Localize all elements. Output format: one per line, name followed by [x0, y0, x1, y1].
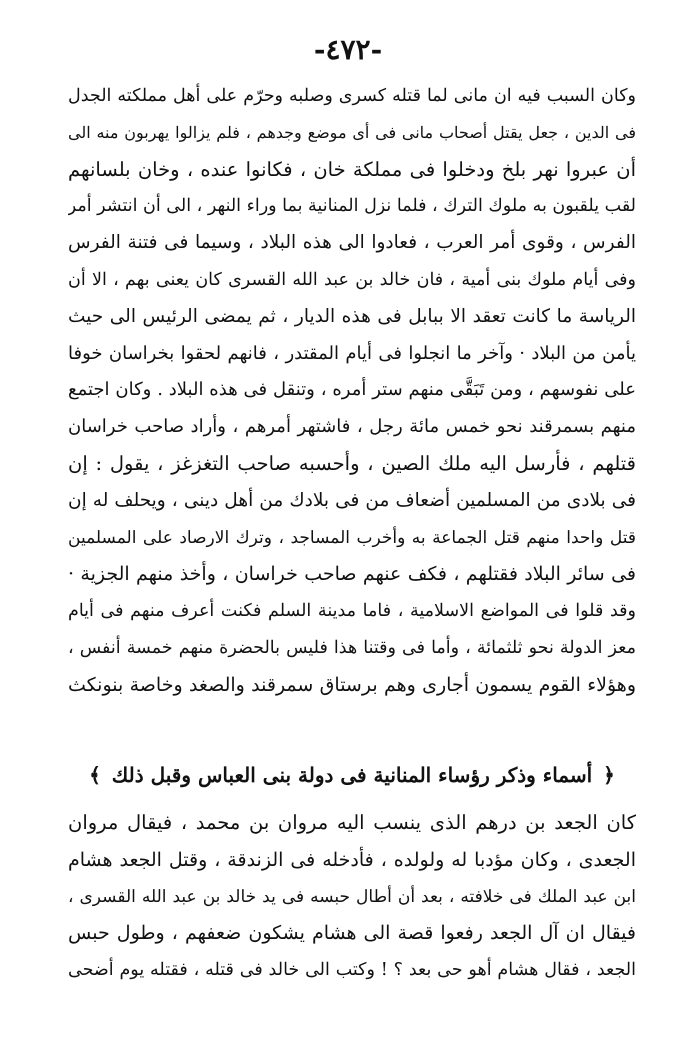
- heading-close-bracket: ﴾: [89, 763, 101, 787]
- text-line: فيقال ان آل الجعد رفعوا قصة الى هشام يشكون ضعفهم ، وطول حبس: [68, 922, 636, 945]
- text-line: الرياسة ما كانت تعقد الا ببابل فى هذه الديار ، ثم يمضى الرئيس الى حيث: [68, 305, 636, 327]
- section-heading: [68, 755, 636, 795]
- heading-open-bracket: ﴿: [603, 763, 615, 787]
- text-line: فى الدين ، جعل يقتل أصحاب مانى فى أى موضع وجدهم ، فلم يزالوا يهربون منه الى: [68, 122, 636, 142]
- text-line: الفرس ، وقوى أمر العرب ، فعادوا الى هذه البلاد ، وسيما فى فتنة الفرس: [68, 232, 636, 254]
- text-line: وفى أيام ملوك بنى أمية ، فان خالد بن عبد الله القسرى كان يعنى بهم ، الا أن: [68, 269, 636, 290]
- text-line: قتلهم ، فأرسل اليه ملك الصين ، وأحسبه صاحب التغزغز ، يقول : إن: [68, 451, 636, 475]
- text-line: وقد قلوا فى المواضع الاسلامية ، فاما مدينة السلم فكنت أعرف منهم فى أيام: [68, 601, 636, 622]
- text-line: يأمن من البلاد · وآخر ما انجلوا فى أيام المقتدر ، فانهم لحقوا بخراسان خوفا: [68, 342, 636, 364]
- text-line: فى سائر البلاد فقتلهم ، فكف عنهم صاحب خراسان ، وأخذ منهم الجزية ·: [68, 563, 636, 586]
- text-line: على نفوسهم ، ومن تَبَقَّى منهم ستر أمره ، وتنقل فى هذه البلاد . وكان اجتمع: [68, 379, 636, 401]
- text-line: الجعد ، فقال هشام أهو حى بعد ؟ ! وكتب الى خالد فى قتله ، فقتله يوم أضحى: [68, 960, 636, 981]
- text-line: قتل واحدا منهم قتل الجماعة به وأخرب المساجد ، وترك الارصاد على المسلمين: [68, 527, 636, 548]
- text-line: فى بلادى من المسلمين أضعاف من فى بلادك من أهل دينى ، ويحلف له إن: [68, 489, 636, 511]
- text-line: كان الجعد بن درهم الذى ينسب اليه مروان بن محمد ، فيقال مروان: [68, 811, 636, 834]
- text-line: معز الدولة نحو ثلثمائة ، وأما فى وقتنا هذا فليس بالحضرة منهم خمسة أنفس ،: [68, 637, 636, 658]
- text-line: وكان السبب فيه ان مانى لما قتله كسرى وصلبه وحرّم على أهل مملكته الجدل: [68, 86, 636, 106]
- text-line: ابن عبد الملك فى خلافته ، بعد أن أطال حبسه فى يد خالد بن عبد الله القسرى ،: [68, 886, 636, 907]
- text-line: منهم بسمرقند نحو خمس مائة رجل ، فاشتهر أمرهم ، وأراد صاحب خراسان: [68, 416, 636, 438]
- text-line: أن عبروا نهر بلخ ودخلوا فى مملكة خان ، فكانوا عنده ، وخان بلسانهم: [68, 157, 636, 181]
- page-number: -٤٧٢-: [313, 33, 383, 66]
- paragraph-manichaeans-history: [68, 78, 636, 704]
- text-line: الجعدى ، وكان مؤدبا له ولولده ، فأدخله فى الزندقة ، وقتل الجعد هشام: [68, 848, 636, 871]
- paragraph-manichaean-leaders: [68, 805, 636, 989]
- text-line: لقب يلقبون به ملوك الترك ، فلما نزل المنانية بما وراء النهر ، الى أن انتشر أمر: [68, 196, 636, 217]
- heading-text: أسماء وذكر رؤساء المنانية فى دولة بنى العباس وقبل ذلك: [111, 763, 593, 787]
- text-line: وهؤلاء القوم يسمون أجارى وهم برستاق سمرقند والصغد وخاصة بنونكث: [68, 673, 636, 696]
